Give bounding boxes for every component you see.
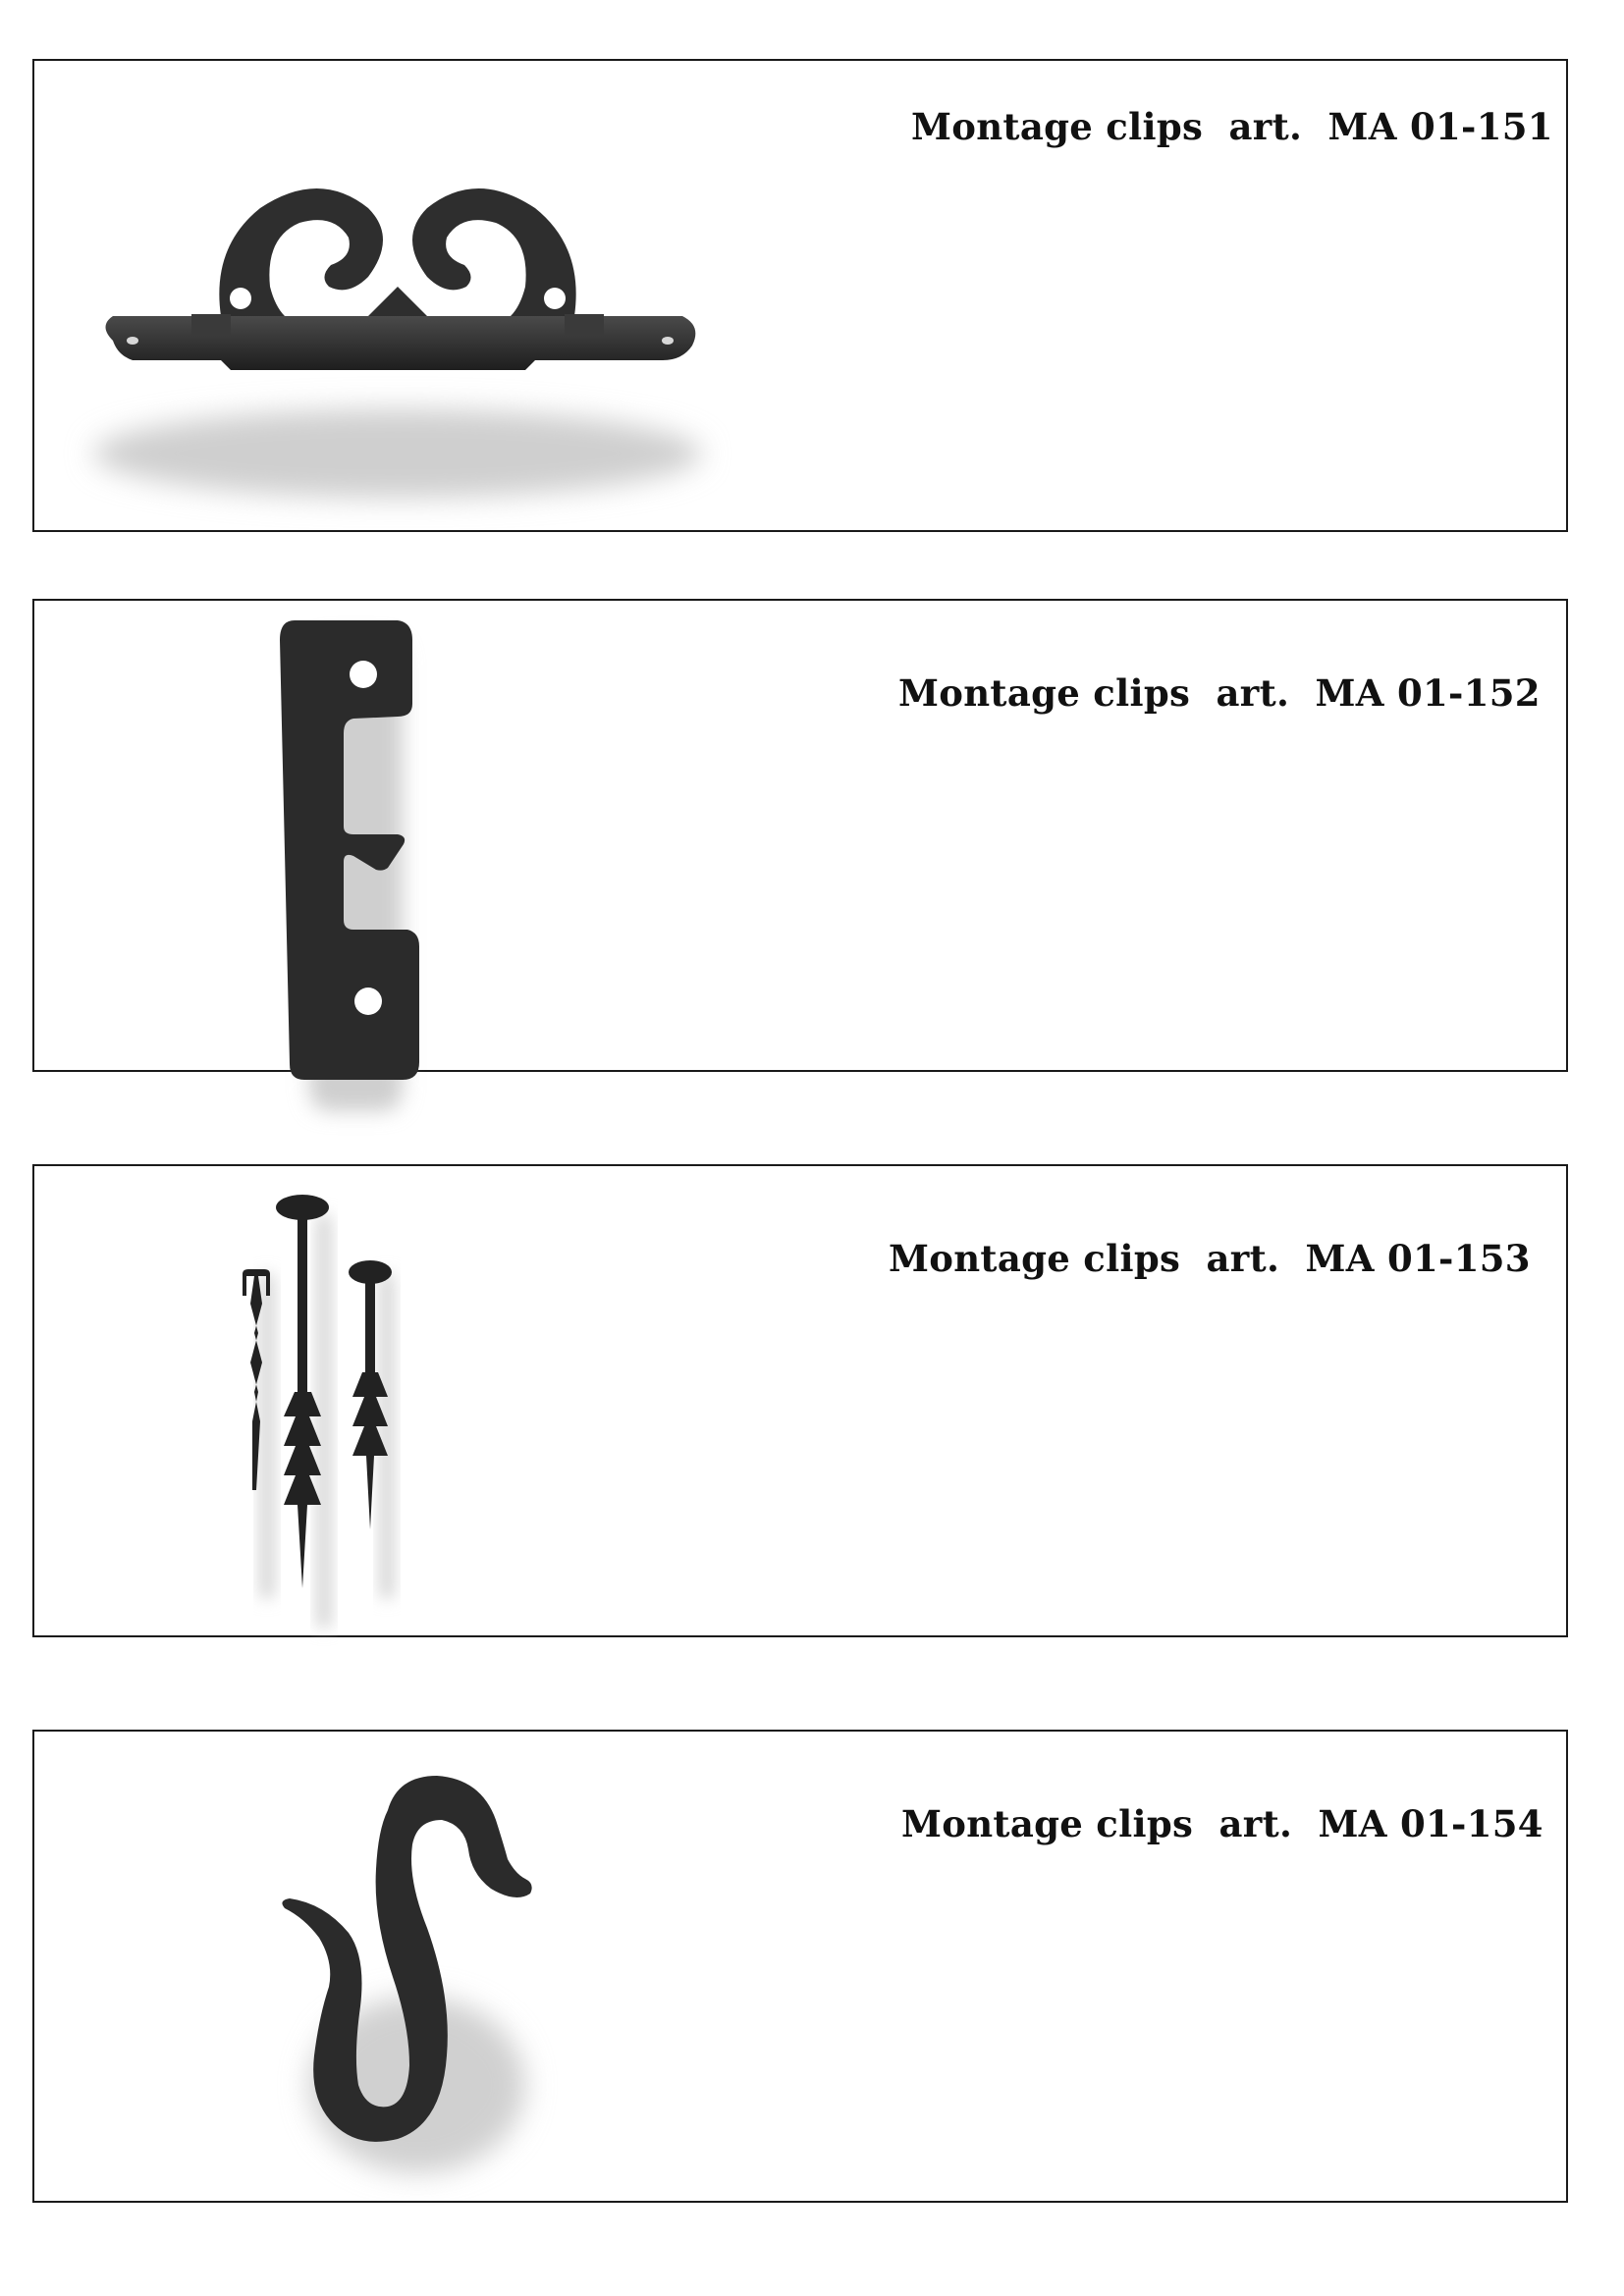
ground-pins-icon [231,1196,506,1647]
s-hook-icon [250,1771,565,2203]
product-title: Montage clips art. MA 01-151 [911,105,1553,148]
hook-bar-clip-icon [250,611,447,1121]
product-title: Montage clips art. MA 01-153 [889,1237,1531,1280]
product-card-ma-01-153 [32,1164,1568,1637]
product-title: Montage clips art. MA 01-154 [901,1802,1543,1845]
product-card-ma-01-154 [32,1730,1568,2203]
product-card-ma-01-152 [32,599,1568,1072]
product-card-ma-01-151 [32,59,1568,532]
product-title: Montage clips art. MA 01-152 [898,671,1541,715]
double-scroll-clip-icon [74,139,722,532]
